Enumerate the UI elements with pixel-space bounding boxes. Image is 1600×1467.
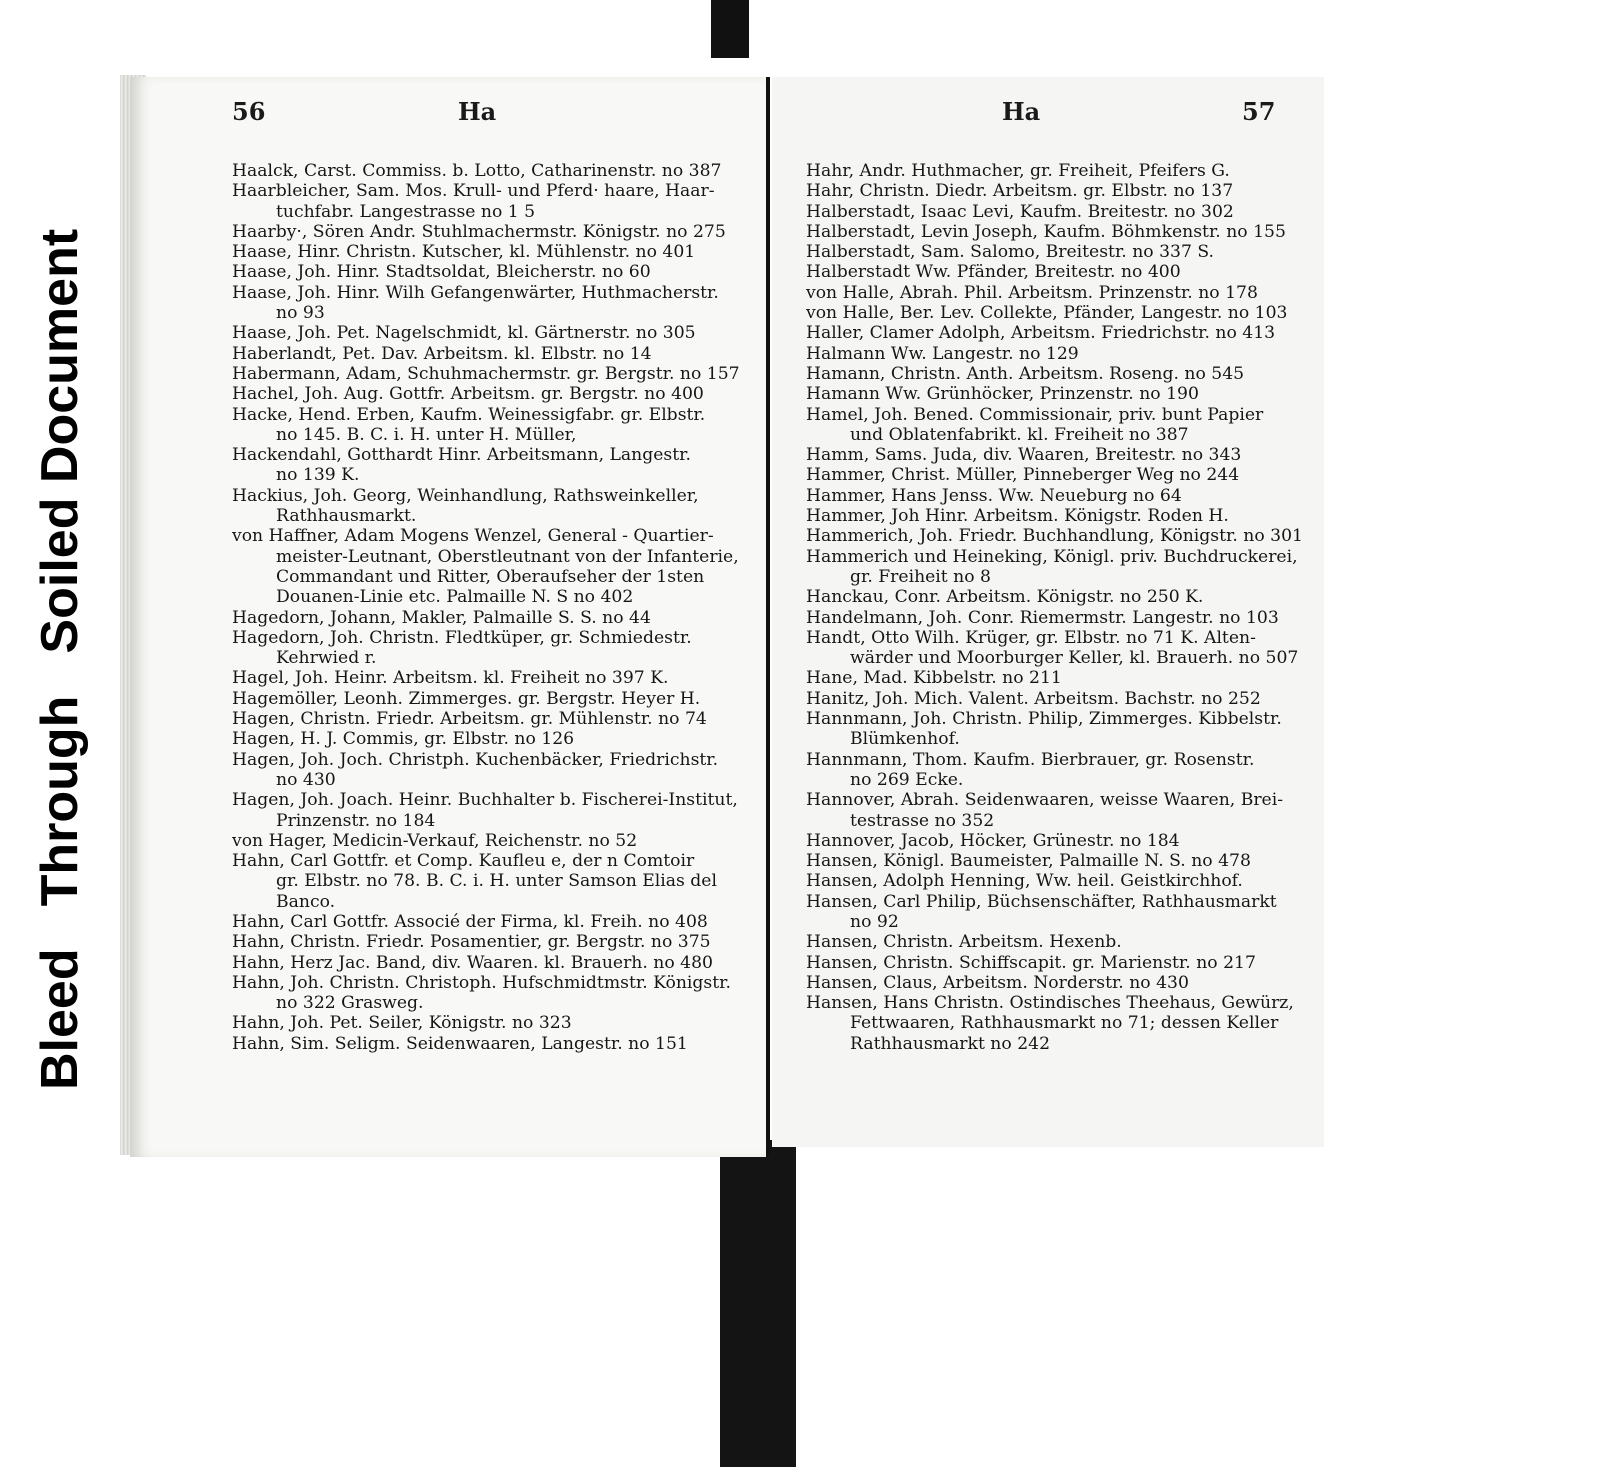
entry-line: Hannmann, Joh. Christn. Philip, Zimmerges. Kibbelstr. xyxy=(806,709,1282,730)
directory-entry xyxy=(806,465,1310,485)
directory-entry xyxy=(232,851,752,912)
directory-entry xyxy=(806,892,1310,933)
directory-entry xyxy=(806,608,1310,628)
entry-line: Hahr, Christn. Diedr. Arbeitsm. gr. Elbstr. no 137 xyxy=(806,181,1234,202)
directory-entry xyxy=(232,323,752,343)
directory-entry xyxy=(232,445,752,486)
label-word-through: Through xyxy=(31,695,89,907)
directory-entry xyxy=(232,973,752,1014)
entry-line: Hansen, Hans Christn. Ostindisches Theehaus, Gewürz, xyxy=(806,993,1294,1014)
directory-entry xyxy=(232,222,752,242)
directory-entry xyxy=(806,323,1310,343)
entry-continuation: no 269 Ecke. xyxy=(850,769,964,790)
entry-line: Hackius, Joh. Georg, Weinhandlung, Rathsweinkeller, xyxy=(232,485,699,506)
entry-line: Hansen, Claus, Arbeitsm. Norderstr. no 430 xyxy=(806,972,1189,993)
entry-line: Hahn, Carl Gottfr. et Comp. Kaufleu e, der n Comtoir xyxy=(232,851,695,872)
entry-continuation: Fettwaaren, Rathhausmarkt no 71; dessen Keller xyxy=(850,1013,1279,1034)
entry-line: Halmann Ww. Langestr. no 129 xyxy=(806,343,1079,364)
directory-entry xyxy=(806,668,1310,688)
entry-continuation: Rathhausmarkt. xyxy=(276,506,417,527)
entry-continuation: no 93 xyxy=(276,303,325,324)
directory-entry xyxy=(806,932,1310,952)
entry-line: Hahn, Sim. Seligm. Seidenwaaren, Langestr. no 151 xyxy=(232,1033,688,1054)
directory-entry xyxy=(232,1013,752,1033)
entry-line: Hanckau, Conr. Arbeitsm. Königstr. no 250 K. xyxy=(806,587,1204,608)
entry-continuation: no 92 xyxy=(850,911,899,932)
entry-line: Hahr, Andr. Huthmacher, gr. Freiheit, Pfeifers G. xyxy=(806,161,1230,181)
directory-entry xyxy=(806,344,1310,364)
directory-entry xyxy=(806,161,1310,181)
entry-line: Halberstadt, Sam. Salomo, Breitestr. no 337 S. xyxy=(806,242,1214,263)
directory-entry xyxy=(806,405,1310,446)
entry-continuation: und Oblatenfabrikt. kl. Freiheit no 387 xyxy=(850,424,1189,445)
directory-entry xyxy=(232,608,752,628)
directory-entry xyxy=(232,790,752,831)
entry-line: Haase, Joh. Hinr. Wilh Gefangenwärter, Huthmacherstr. xyxy=(232,282,719,303)
entry-line: von Haffner, Adam Mogens Wenzel, General - Quartier- xyxy=(232,526,714,547)
entry-line: Hane, Mad. Kibbelstr. no 211 xyxy=(806,668,1062,689)
directory-entry xyxy=(806,222,1310,242)
entry-continuation: gr. Elbstr. no 78. B. C. i. H. unter Samson Elias del xyxy=(276,871,717,892)
directory-entry xyxy=(232,729,752,749)
directory-entry xyxy=(806,242,1310,262)
entry-line: Hahn, Christn. Friedr. Posamentier, gr. Bergstr. no 375 xyxy=(232,932,711,953)
entry-line: Hamann, Christn. Anth. Arbeitsm. Roseng. no 545 xyxy=(806,363,1245,384)
entry-line: Halberstadt, Isaac Levi, Kaufm. Breitestr. no 302 xyxy=(806,201,1234,222)
directory-entry xyxy=(806,526,1310,546)
directory-entry xyxy=(806,445,1310,465)
page-number-left: 56 xyxy=(232,97,266,126)
entry-line: Haase, Hinr. Christn. Kutscher, kl. Mühlenstr. no 401 xyxy=(232,242,696,263)
directory-entry xyxy=(232,181,752,222)
entry-continuation: wärder und Moorburger Keller, kl. Brauerh. no 507 xyxy=(850,648,1299,669)
entry-line: von Halle, Abrah. Phil. Arbeitsm. Prinzenstr. no 178 xyxy=(806,282,1258,303)
directory-entry xyxy=(806,709,1310,750)
watermark-label xyxy=(30,90,90,1090)
entry-continuation: Kehrwied r. xyxy=(276,648,377,669)
entry-line: Hagel, Joh. Heinr. Arbeitsm. kl. Freiheit no 397 K. xyxy=(232,668,669,689)
entry-line: Hammer, Joh Hinr. Arbeitsm. Königstr. Roden H. xyxy=(806,506,1229,527)
entry-continuation: no 145. B. C. i. H. unter H. Müller, xyxy=(276,424,577,445)
directory-entry xyxy=(232,709,752,729)
page-number-right: 57 xyxy=(1242,97,1276,126)
entry-line: von Halle, Ber. Lev. Collekte, Pfänder, Langestr. no 103 xyxy=(806,303,1288,324)
entry-line: Hamm, Sams. Juda, div. Waaren, Breitestr. no 343 xyxy=(806,445,1242,466)
entry-line: Hannmann, Thom. Kaufm. Bierbrauer, gr. Rosenstr. xyxy=(806,749,1255,770)
directory-entry xyxy=(232,486,752,527)
entry-line: Hamann Ww. Grünhöcker, Prinzenstr. no 190 xyxy=(806,384,1199,405)
directory-entry xyxy=(806,384,1310,404)
directory-entries-right xyxy=(806,161,1310,1054)
directory-entry xyxy=(232,750,752,791)
entry-line: von Hager, Medicin-Verkauf, Reichenstr. no 52 xyxy=(232,830,638,851)
entry-line: Hahn, Herz Jac. Band, div. Waaren. kl. Brauerh. no 480 xyxy=(232,952,713,973)
label-word-soiled-document: Soiled Document xyxy=(31,228,89,654)
entry-line: Hagedorn, Joh. Christn. Fledtküper, gr. Schmiedestr. xyxy=(232,627,692,648)
book-gutter xyxy=(766,77,770,1157)
directory-entry xyxy=(232,1034,752,1054)
entry-line: Haller, Clamer Adolph, Arbeitsm. Friedrichstr. no 413 xyxy=(806,323,1276,344)
entry-line: Hannover, Jacob, Höcker, Grünestr. no 184 xyxy=(806,830,1180,851)
directory-entry xyxy=(806,851,1310,871)
entry-continuation: Commandant und Ritter, Oberaufseher der 1sten xyxy=(276,566,705,587)
entry-continuation: Douanen-Linie etc. Palmaille N. S no 402 xyxy=(276,587,634,608)
directory-entry xyxy=(806,283,1310,303)
entry-line: Hagen, Joh. Joach. Heinr. Buchhalter b. Fischerei-Institut, xyxy=(232,790,738,811)
entry-line: Hansen, Adolph Henning, Ww. heil. Geistkirchhof. xyxy=(806,871,1243,892)
entry-line: Hagen, H. J. Commis, gr. Elbstr. no 126 xyxy=(232,729,575,750)
binding-clip-top xyxy=(711,0,749,58)
directory-entry xyxy=(232,689,752,709)
entry-line: Hammerich, Joh. Friedr. Buchhandlung, Königstr. no 301 xyxy=(806,526,1303,547)
entry-line: Haarbleicher, Sam. Mos. Krull- und Pferd· haare, Haar- xyxy=(232,181,715,202)
entry-line: Hammer, Hans Jenss. Ww. Neueburg no 64 xyxy=(806,485,1182,506)
entry-continuation: Banco. xyxy=(276,891,336,912)
directory-entry xyxy=(232,668,752,688)
directory-entry xyxy=(806,587,1310,607)
entry-line: Hansen, Carl Philip, Büchsenschäfter, Rathhausmarkt xyxy=(806,891,1277,912)
directory-entry xyxy=(806,871,1310,891)
entry-line: Hagen, Joh. Joch. Christph. Kuchenbäcker, Friedrichstr. xyxy=(232,749,719,770)
entry-line: Hanitz, Joh. Mich. Valent. Arbeitsm. Bachstr. no 252 xyxy=(806,688,1261,709)
directory-entry xyxy=(232,831,752,851)
directory-entry xyxy=(232,912,752,932)
entry-continuation: no 430 xyxy=(276,769,336,790)
page-header-left: Ha xyxy=(458,97,497,126)
directory-entry xyxy=(232,364,752,384)
entry-continuation: Prinzenstr. no 184 xyxy=(276,810,436,831)
directory-entry xyxy=(806,790,1310,831)
entry-line: Halberstadt, Levin Joseph, Kaufm. Böhmkenstr. no 155 xyxy=(806,221,1286,242)
directory-entry xyxy=(232,262,752,282)
entry-line: Hagemöller, Leonh. Zimmerges. gr. Bergstr. Heyer H. xyxy=(232,688,701,709)
left-page xyxy=(130,77,770,1157)
directory-entry xyxy=(232,384,752,404)
entry-line: Hammer, Christ. Müller, Pinneberger Weg no 244 xyxy=(806,465,1240,486)
directory-entry xyxy=(806,831,1310,851)
open-book xyxy=(120,65,1312,1153)
entry-continuation: Blümkenhof. xyxy=(850,729,960,750)
entry-line: Hansen, Königl. Baumeister, Palmaille N. S. no 478 xyxy=(806,851,1251,872)
entry-line: Hahn, Carl Gottfr. Associé der Firma, kl. Freih. no 408 xyxy=(232,911,708,932)
directory-entry xyxy=(806,181,1310,201)
entry-continuation: no 139 K. xyxy=(276,465,360,486)
directory-entry xyxy=(232,932,752,952)
right-page xyxy=(772,77,1324,1147)
directory-entry xyxy=(232,628,752,669)
entry-line: Hamel, Joh. Bened. Commissionair, priv. bunt Papier xyxy=(806,404,1264,425)
directory-entry xyxy=(806,486,1310,506)
directory-entry xyxy=(806,506,1310,526)
entry-line: Hacke, Hend. Erben, Kaufm. Weinessigfabr. gr. Elbstr. xyxy=(232,404,706,425)
entry-continuation: gr. Freiheit no 8 xyxy=(850,566,991,587)
directory-entry xyxy=(232,405,752,446)
directory-entry xyxy=(232,283,752,324)
directory-entry xyxy=(806,547,1310,588)
entry-continuation: testrasse no 352 xyxy=(850,810,995,831)
entry-line: Hahn, Joh. Christn. Christoph. Hufschmidtmstr. Königstr. xyxy=(232,972,731,993)
entry-line: Hachel, Joh. Aug. Gottfr. Arbeitsm. gr. Bergstr. no 400 xyxy=(232,384,704,405)
entry-line: Hahn, Joh. Pet. Seiler, Königstr. no 323 xyxy=(232,1013,572,1034)
directory-entry xyxy=(232,161,752,181)
entry-continuation: Rathhausmarkt no 242 xyxy=(850,1033,1050,1054)
entry-line: Hagedorn, Johann, Makler, Palmaille S. S. no 44 xyxy=(232,607,651,628)
entry-line: Haberlandt, Pet. Dav. Arbeitsm. kl. Elbstr. no 14 xyxy=(232,343,652,364)
directory-entry xyxy=(232,242,752,262)
page-header-right: Ha xyxy=(1002,97,1041,126)
entry-line: Halberstadt Ww. Pfänder, Breitestr. no 400 xyxy=(806,262,1181,283)
binding-clip-bottom xyxy=(720,1140,796,1467)
directory-entry xyxy=(806,973,1310,993)
directory-entry xyxy=(806,750,1310,791)
entry-line: Handt, Otto Wilh. Krüger, gr. Elbstr. no 71 K. Alten- xyxy=(806,627,1256,648)
entry-line: Hansen, Christn. Arbeitsm. Hexenb. xyxy=(806,932,1122,953)
entry-line: Haase, Joh. Pet. Nagelschmidt, kl. Gärtnerstr. no 305 xyxy=(232,323,696,344)
entry-continuation: tuchfabr. Langestrasse no 1 5 xyxy=(276,201,536,222)
directory-entries-left xyxy=(232,161,752,1054)
entry-line: Handelmann, Joh. Conr. Riemermstr. Langestr. no 103 xyxy=(806,607,1279,628)
directory-entry xyxy=(806,262,1310,282)
directory-entry xyxy=(806,303,1310,323)
directory-entry xyxy=(806,689,1310,709)
directory-entry xyxy=(806,953,1310,973)
entry-line: Haalck, Carst. Commiss. b. Lotto, Catharinenstr. no 387 xyxy=(232,161,722,181)
directory-entry xyxy=(232,953,752,973)
entry-continuation: no 322 Grasweg. xyxy=(276,993,424,1014)
directory-entry xyxy=(806,628,1310,669)
entry-line: Hagen, Christn. Friedr. Arbeitsm. gr. Mühlenstr. no 74 xyxy=(232,709,707,730)
label-word-bleed: Bleed xyxy=(31,948,89,1090)
entry-line: Haase, Joh. Hinr. Stadtsoldat, Bleicherstr. no 60 xyxy=(232,262,651,283)
directory-entry xyxy=(232,526,752,607)
entry-line: Hannover, Abrah. Seidenwaaren, weisse Waaren, Brei- xyxy=(806,790,1284,811)
entry-line: Habermann, Adam, Schuhmachermstr. gr. Bergstr. no 157 xyxy=(232,363,740,384)
entry-line: Hammerich und Heineking, Königl. priv. Buchdruckerei, xyxy=(806,546,1298,567)
directory-entry xyxy=(806,202,1310,222)
entry-line: Hansen, Christn. Schiffscapit. gr. Marienstr. no 217 xyxy=(806,952,1256,973)
entry-continuation: meister-Leutnant, Oberstleutnant von der Infanterie, xyxy=(276,546,739,567)
directory-entry xyxy=(806,993,1310,1054)
entry-line: Hackendahl, Gotthardt Hinr. Arbeitsmann, Langestr. xyxy=(232,445,691,466)
directory-entry xyxy=(232,344,752,364)
directory-entry xyxy=(806,364,1310,384)
entry-line: Haarby·, Sören Andr. Stuhlmachermstr. Königstr. no 275 xyxy=(232,221,726,242)
